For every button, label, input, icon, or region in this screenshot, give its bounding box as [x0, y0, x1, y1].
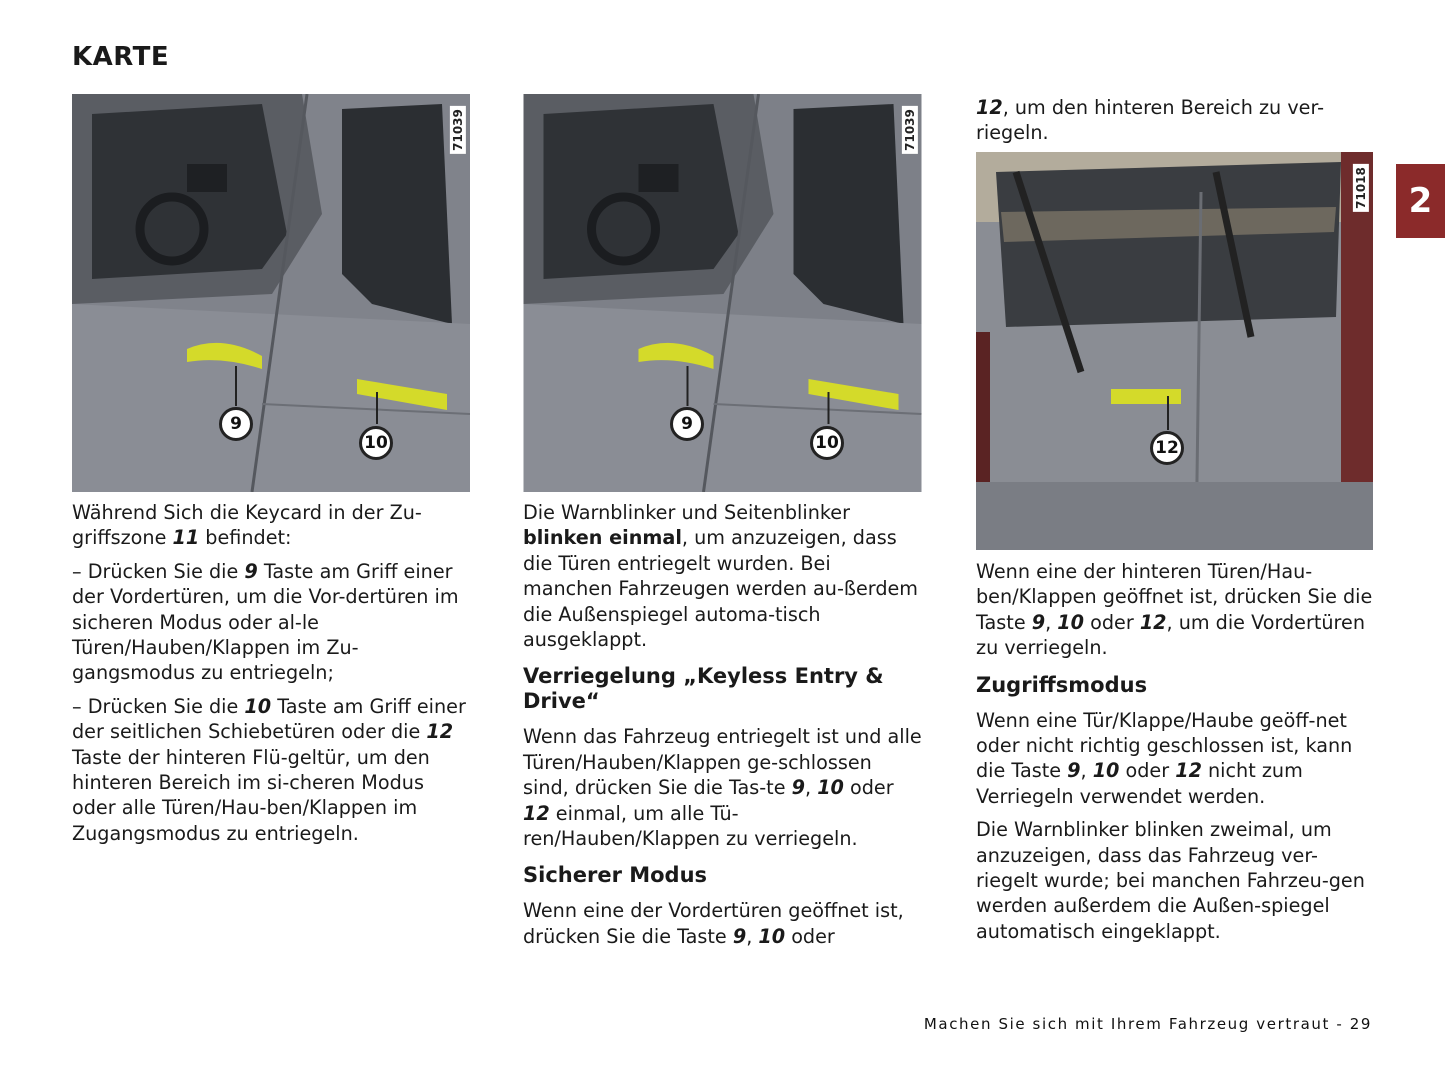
figure-number: 71039 [448, 104, 468, 156]
section-heading-access-mode: Zugriffsmodus [976, 672, 1148, 697]
page-title: KARTE [72, 42, 170, 72]
paragraph: Während Sich die Keycard in der Zu-griffszone 11 befindet: [72, 501, 422, 550]
van-side-illustration [72, 94, 470, 492]
chapter-tab: 2 [1396, 164, 1445, 238]
callout-10: 10 [810, 426, 844, 460]
section-heading-secure-mode: Sicherer Modus [523, 863, 708, 888]
paragraph: Die Warnblinker blinken zweimal, um anzuzeigen, dass das Fahrzeug ver-riegelt wurde; bei manchen Fahrzeu-gen werden außerdem die Außen-spiegel automatisch eingeklappt. [976, 818, 1365, 943]
paragraph: Wenn eine der Vordertüren geöffnet ist, drücken Sie die Taste 9, 10 oder [523, 899, 904, 948]
column-3 [976, 559, 1376, 952]
paragraph: Wenn eine Tür/Klappe/Haube geöff-net oder nicht richtig geschlossen ist, kann die Taste 9, 10 oder 12 nicht zum Verriegeln verwendet werden. [976, 708, 1353, 808]
figure-number: 71039 [900, 104, 920, 156]
figure-number: 71018 [1351, 162, 1371, 214]
paragraph: 12, um den hinteren Bereich zu ver-riegeln. [976, 96, 1325, 145]
section-heading-keyless: Verriegelung „Keyless Entry & Drive“ [523, 664, 884, 714]
column-2 [523, 500, 923, 957]
callout-10: 10 [359, 426, 393, 460]
callout-12: 12 [1150, 431, 1184, 465]
figure-front-side-doors [72, 94, 470, 492]
van-side-illustration [523, 94, 922, 492]
bullet-rear-doors: – Drücken Sie die 10 Taste am Griff einer der seitlichen Schiebetüren oder die 12 Taste der hinteren Flü-geltür, um den hinteren Bereich im si-cheren Modus oder alle Türen/Hau-ben/Klappen im Zugangsmodus zu entriegeln. [72, 694, 466, 845]
figure-rear-doors [976, 152, 1373, 550]
column-3-top [976, 95, 1376, 154]
callout-9: 9 [219, 407, 253, 441]
paragraph: Die Warnblinker und Seitenblinker blinken einmal, um anzuzeigen, dass die Türen entriegelt wurden. Bei manchen Fahrzeugen werden au-ßerdem die Außenspiegel automa-tisch ausgeklappt. [523, 501, 919, 652]
callout-9: 9 [670, 407, 704, 441]
van-rear-illustration [976, 152, 1373, 550]
paragraph: Wenn das Fahrzeug entriegelt ist und alle Türen/Hauben/Klappen ge-schlossen sind, drücken Sie die Tas-te 9, 10 oder 12 einmal, um alle Tü-ren/Hauben/Klappen zu verriegeln. [523, 725, 922, 851]
page-footer: Machen Sie sich mit Ihrem Fahrzeug vertraut - 29 [923, 1015, 1372, 1033]
bullet-front-doors: – Drücken Sie die 9 Taste am Griff einer der Vordertüren, um die Vor-dertüren im sicheren Modus oder al-le Türen/Hauben/Klappen im Zu-gangsmodus zu entriegeln; [72, 559, 459, 685]
paragraph: Wenn eine der hinteren Türen/Hau-ben/Klappen geöffnet ist, drücken Sie die Taste 9, 10 oder 12, um die Vordertüren zu verriegeln. [976, 560, 1373, 660]
column-1 [72, 500, 472, 854]
figure-front-side-doors-2 [523, 94, 922, 492]
